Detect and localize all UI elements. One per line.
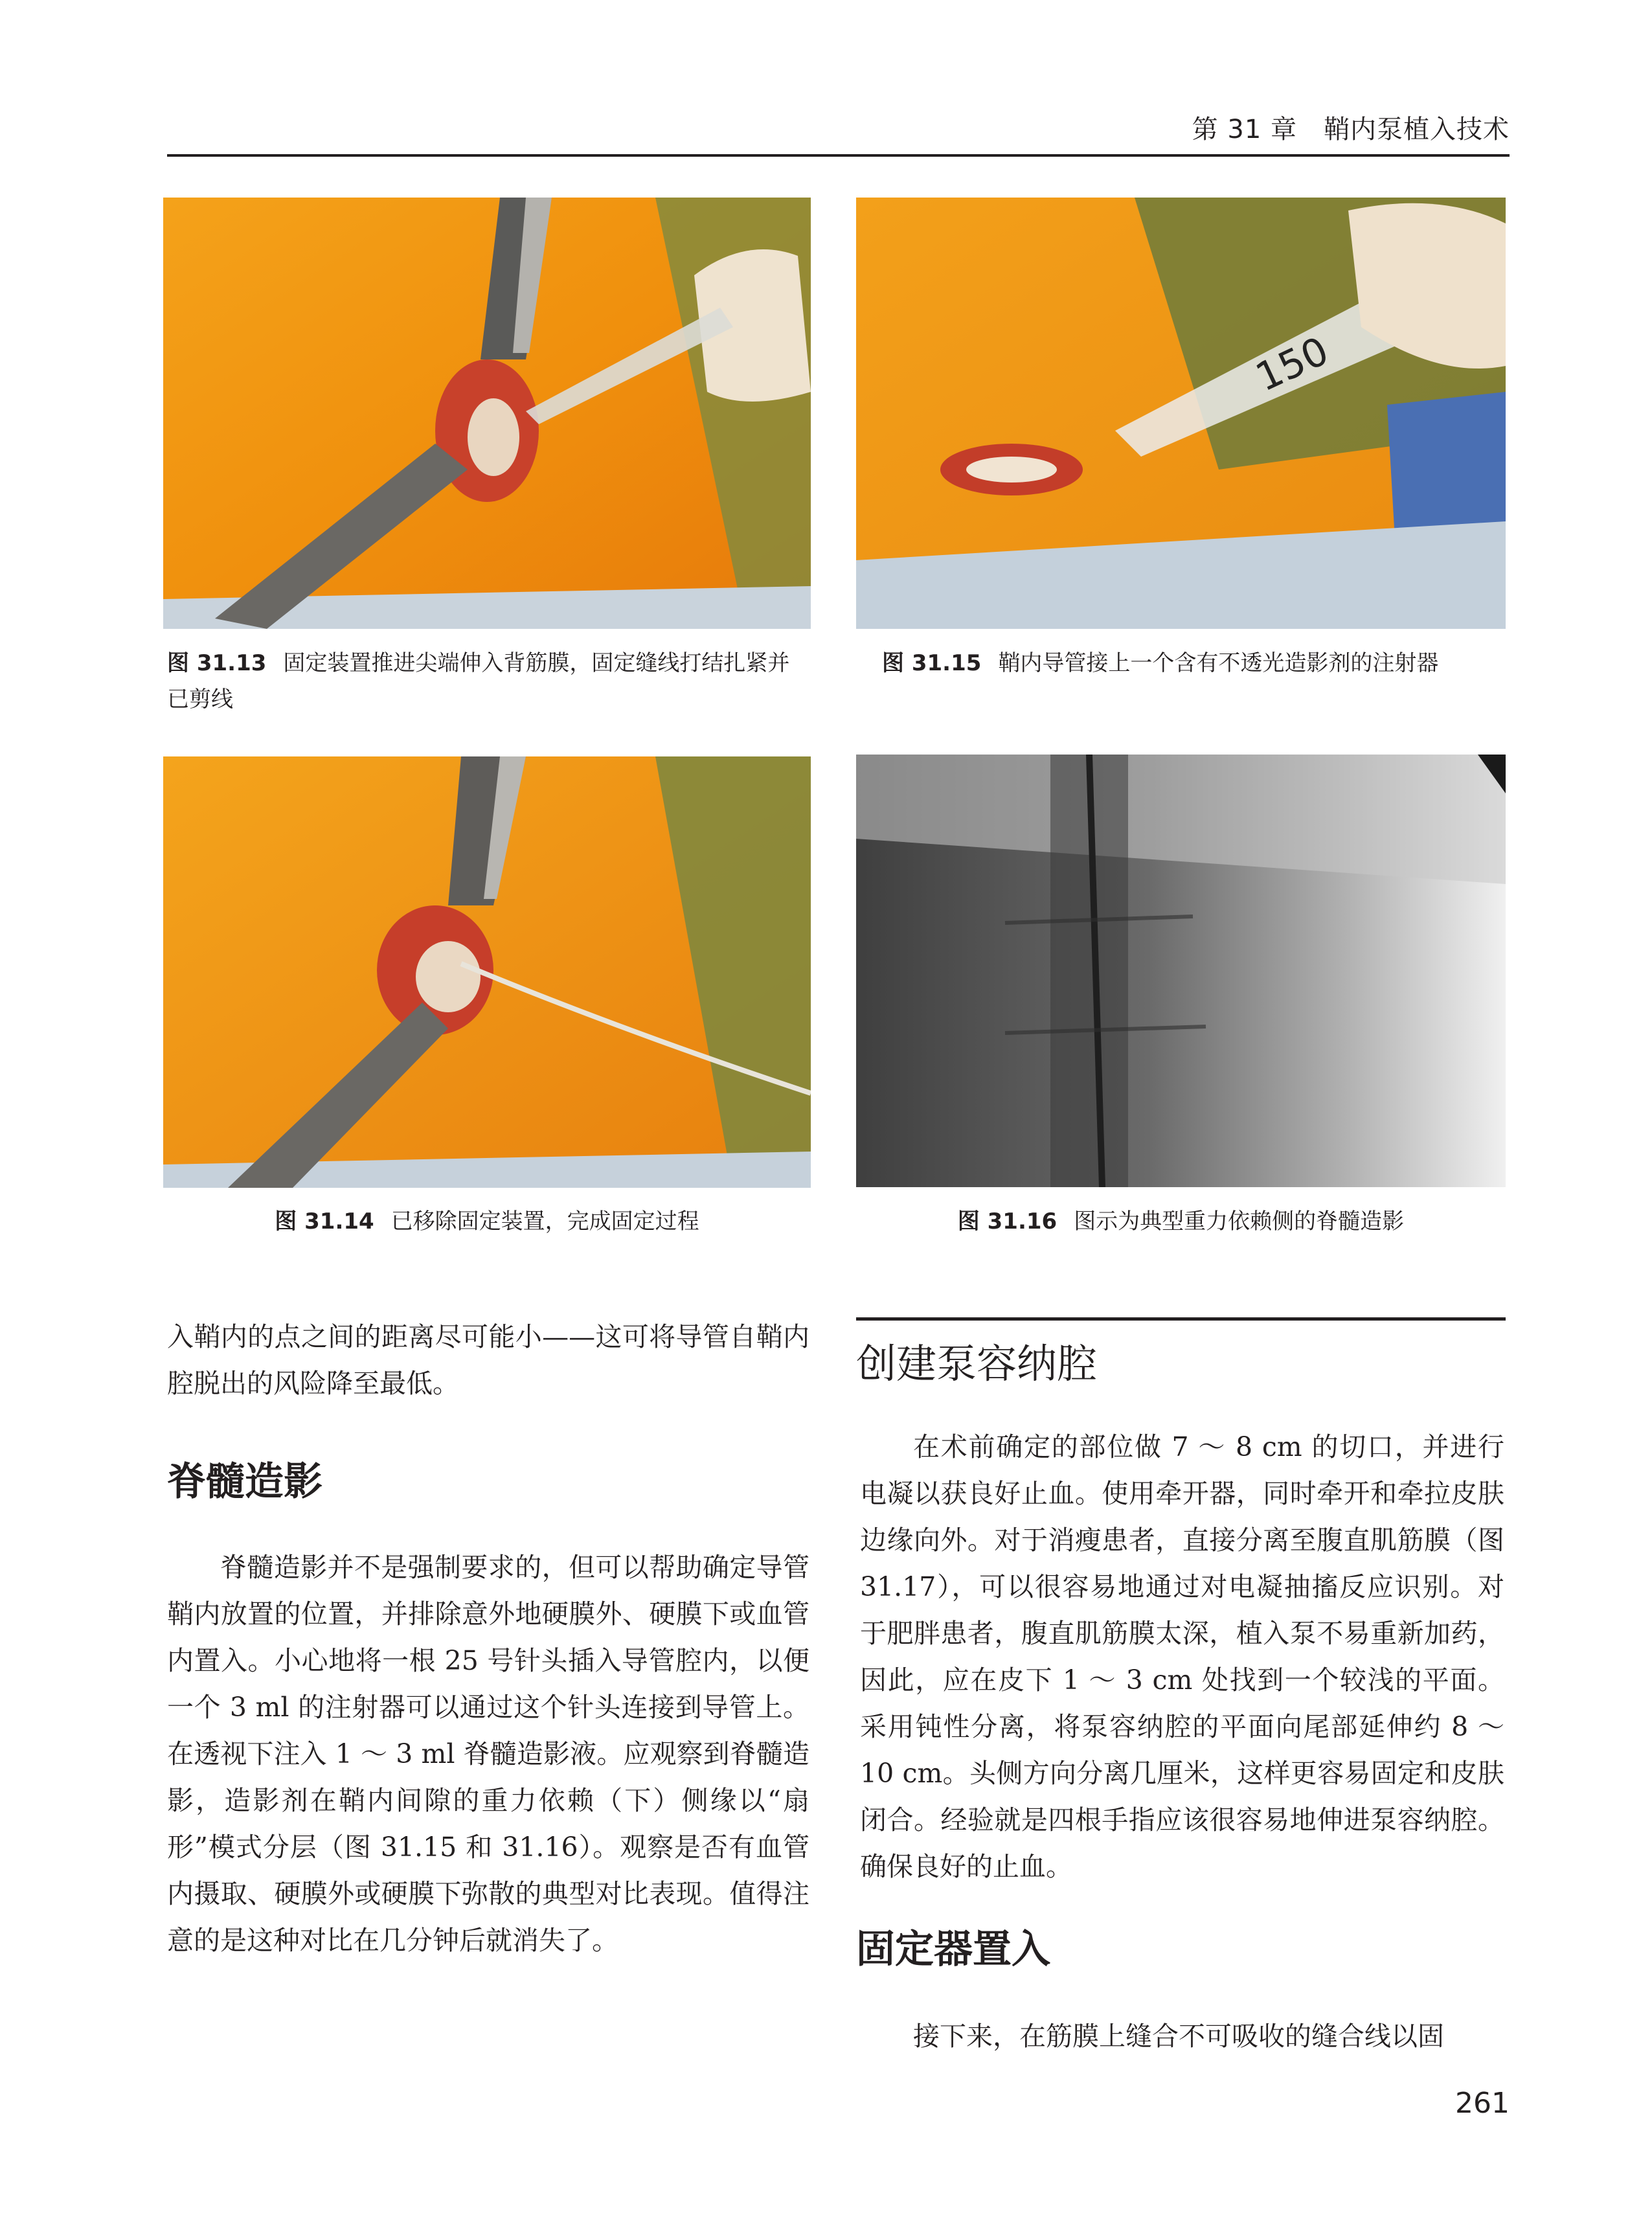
page-number: 261 (1455, 2087, 1510, 2120)
left-continuation-paragraph: 入鞘内的点之间的距离尽可能小——这可将导管自鞘内腔脱出的风险降至最低。 (167, 1321, 809, 1399)
figure-label: 图 31.13 (167, 650, 267, 676)
figure-caption-text: 固定装置推进尖端伸入背筋膜，固定缝线打结扎紧并已剪线 (167, 650, 790, 712)
header-rule (167, 154, 1510, 157)
figure-31-16-fluoroscopy (856, 755, 1506, 1187)
heading-pump-pocket: 创建泵容纳腔 (856, 1340, 1098, 1387)
syringe-handwriting: 150 (1249, 328, 1336, 401)
figure-caption-text: 已移除固定装置，完成固定过程 (390, 1209, 699, 1234)
figure-label: 图 31.14 (275, 1209, 374, 1234)
heading-myelography: 脊髓造影 (167, 1459, 322, 1505)
heading-anchor-placement: 固定器置入 (856, 1927, 1050, 1972)
figure-label: 图 31.16 (957, 1209, 1058, 1234)
section-rule (856, 1317, 1506, 1321)
figure-31-15-photo (856, 198, 1506, 629)
myelography-paragraph: 脊髓造影并不是强制要求的，但可以帮助确定导管鞘内放置的位置，并排除意外地硬膜外、硬膜下或血管内置入。小心地将一根 25 号针头插入导管腔内，以便一个 3 ml 的注射器可以通过这个针头连接到导管上。在透视下注入 1 ～ 3 ml 脊髓造影液。应观察到脊髓造影，造影剂在鞘内间隙的重力依赖（下）侧缘以“扇形”模式分层（图 31.15 和 31.16）。观察是否有血管内摄取、硬膜外或硬膜下弥散的典型对比表现。值得注意的是这种对比在几分钟后就消失了。 (167, 1552, 809, 1956)
figure-31-15-caption (882, 645, 1504, 681)
pump-pocket-paragraph: 在术前确定的部位做 7 ～ 8 cm 的切口，并进行电凝以获良好止血。使用牵开器，同时牵开和牵拉皮肤边缘向外。对于消瘦患者，直接分离至腹直肌筋膜（图 31.17），可以很容易地通过对电凝抽搐反应识别。对于肥胖患者，腹直肌筋膜太深，植入泵不易重新加药，因此，应在皮下 1 ～ 3 cm 处找到一个较浅的平面。采用钝性分离，将泵容纳腔的平面向尾部延伸约 8 ～ 10 cm。头侧方向分离几厘米，这样更容易固定和皮肤闭合。经验就是四根手指应该很容易地伸进泵容纳腔。确保良好的止血。 (860, 1431, 1504, 1882)
figure-caption-text: 图示为典型重力依赖侧的脊髓造影 (1074, 1209, 1405, 1234)
figure-31-13-photo (163, 198, 811, 629)
figure-31-14-caption (163, 1203, 811, 1240)
figure-label: 图 31.15 (882, 650, 982, 676)
figure-31-14-photo (163, 756, 811, 1188)
running-header: 第 31 章 鞘内泵植入技术 (1192, 115, 1510, 144)
figure-31-13-caption (167, 645, 809, 718)
figure-caption-text: 鞘内导管接上一个含有不透光造影剂的注射器 (998, 650, 1439, 676)
figure-31-16-caption (856, 1203, 1506, 1240)
anchor-placement-paragraph: 接下来，在筋膜上缝合不可吸收的缝合线以固 (913, 2021, 1444, 2052)
